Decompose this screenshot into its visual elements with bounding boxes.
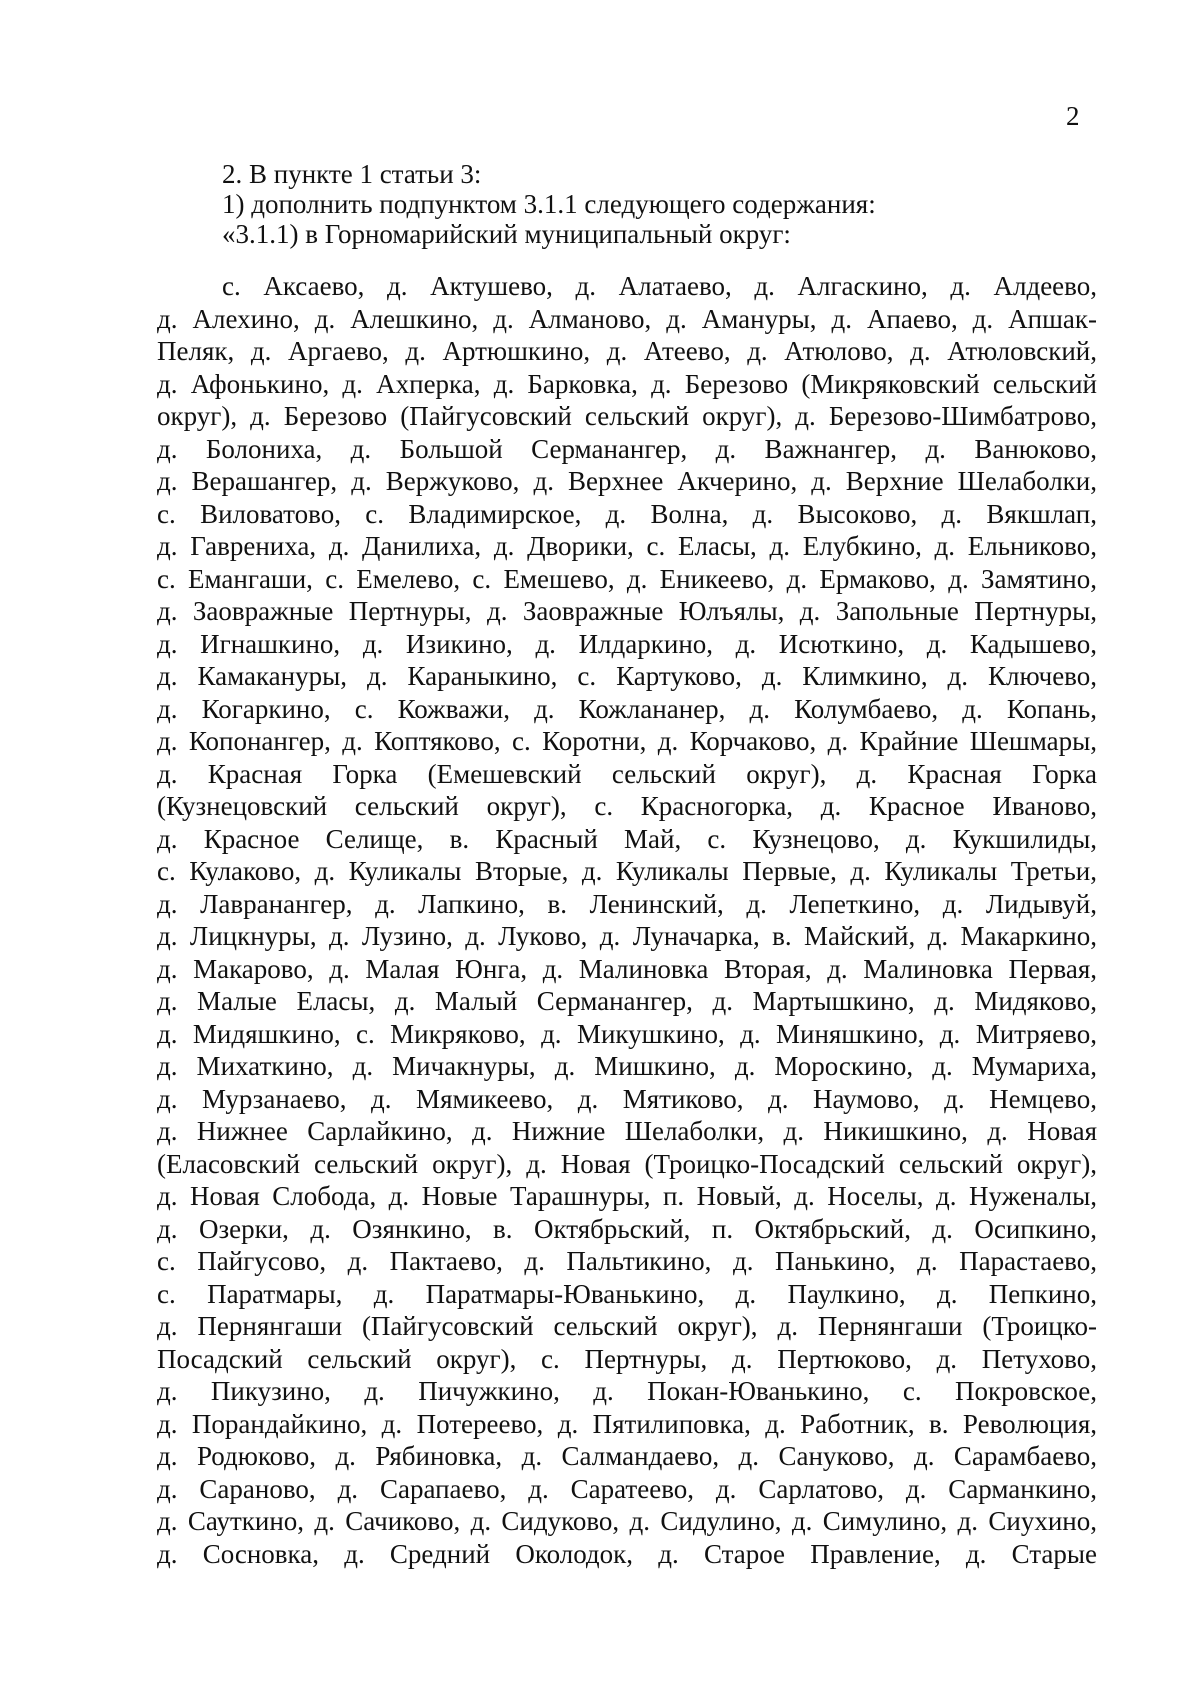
text-line: д. Лицкнуры, д. Лузино, д. Луково, д. Луначарка, в. Майский, д. Макаркино, — [157, 921, 1097, 951]
text-line: с. Аксаево, д. Актушево, д. Алатаево, д. Алгаскино, д. Алдеево, — [222, 271, 1097, 301]
text-line: д. Красное Селище, в. Красный Май, с. Кузнецово, д. Кукшилиды, — [157, 823, 1097, 854]
text-line: с. Виловатово, с. Владимирское, д. Волна, д. Высоково, д. Вякшлап, — [157, 498, 1097, 529]
text-line: д. Пернянгаши (Пайгусовский сельский округ), д. Пернянгаши (Троицко- — [157, 1311, 1097, 1341]
text-line: д. Новая Слобода, д. Новые Тарашнуры, п. Новый, д. Носелы, д. Нуженалы, — [157, 1181, 1097, 1211]
text-line: д. Камакануры, д. Караныкино, с. Картуково, д. Климкино, д. Ключево, — [157, 661, 1097, 691]
text-line: д. Когаркино, с. Кожважи, д. Кожлананер, д. Колумбаево, д. Копань, — [157, 693, 1097, 724]
text-line: д. Афонькино, д. Ахперка, д. Барковка, д. Березово (Микряковский сельский — [157, 368, 1097, 399]
page-number: 2 — [1066, 101, 1080, 131]
text-line: д. Порандайкино, д. Потереево, д. Пятилиповка, д. Работник, в. Революция, — [157, 1408, 1097, 1439]
text-line: с. Кулаково, д. Куликалы Вторые, д. Куликалы Первые, д. Куликалы Третьи, — [157, 856, 1097, 886]
text-line: д. Копонангер, д. Коптяково, с. Коротни, д. Корчаково, д. Крайние Шешмары, — [157, 726, 1097, 756]
text-line: д. Алехино, д. Алешкино, д. Алманово, д. Амануры, д. Апаево, д. Апшак- — [157, 303, 1097, 334]
text-line: с. Паратмары, д. Паратмары-Юванькино, д. Паулкино, д. Пепкино, — [157, 1278, 1097, 1309]
text-line: д. Гаврениха, д. Данилиха, д. Дворики, с. Еласы, д. Елубкино, д. Ельниково, — [157, 531, 1097, 561]
settlement-list — [157, 270, 1097, 1570]
text-line: округ), д. Березово (Пайгусовский сельский округ), д. Березово-Шимбатрово, — [157, 401, 1097, 431]
text-line: д. Красная Горка (Емешевский сельский округ), д. Красная Горка — [157, 758, 1097, 789]
text-line: д. Михаткино, д. Мичакнуры, д. Мишкино, д. Мороскино, д. Мумариха, — [157, 1051, 1097, 1081]
text-line: с. Емангаши, с. Емелево, с. Емешево, д. Еникеево, д. Ермаково, д. Замятино, — [157, 563, 1097, 594]
text-line: Посадский сельский округ), с. Пертнуры, д. Пертюково, д. Петухово, — [157, 1343, 1097, 1374]
text-line: (Еласовский сельский округ), д. Новая (Троицко-Посадский сельский округ), — [157, 1148, 1097, 1179]
text-line: д. Малые Еласы, д. Малый Серманангер, д. Мартышкино, д. Мидяково, — [157, 986, 1097, 1016]
text-line: д. Мурзанаево, д. Мямикеево, д. Мятиково, д. Наумово, д. Немцево, — [157, 1083, 1097, 1114]
amendment-subpoint-heading: 1) дополнить подпунктом 3.1.1 следующего содержания: — [222, 189, 876, 219]
text-line: (Кузнецовский сельский округ), с. Красногорка, д. Красное Иваново, — [157, 791, 1097, 821]
text-line: д. Нижнее Сарлайкино, д. Нижние Шелаболки, д. Никишкино, д. Новая — [157, 1116, 1097, 1146]
text-line: д. Озерки, д. Озянкино, в. Октябрьский, п. Октябрьский, д. Осипкино, — [157, 1213, 1097, 1244]
text-line: д. Игнашкино, д. Изикино, д. Илдаркино, д. Исюткино, д. Кадышево, — [157, 628, 1097, 659]
district-heading: «3.1.1) в Горномарийский муниципальный округ: — [222, 219, 791, 249]
text-line: д. Сараново, д. Сарапаево, д. Саратеево, д. Сарлатово, д. Сарманкино, — [157, 1473, 1097, 1504]
text-line: д. Мидяшкино, с. Микряково, д. Микушкино, д. Миняшкино, д. Митряево, — [157, 1018, 1097, 1049]
amendment-point-heading: 2. В пункте 1 статьи 3: — [222, 159, 482, 189]
text-line: д. Заовражные Пертнуры, д. Заовражные Юлъялы, д. Запольные Пертнуры, — [157, 596, 1097, 626]
text-line: д. Макарово, д. Малая Юнга, д. Малиновка Вторая, д. Малиновка Первая, — [157, 953, 1097, 984]
text-line: д. Сауткино, д. Сачиково, д. Сидуково, д. Сидулино, д. Симулино, д. Сиухино, — [157, 1506, 1097, 1536]
text-line: Пеляк, д. Аргаево, д. Артюшкино, д. Атеево, д. Атюлово, д. Атюловский, — [157, 336, 1097, 366]
text-line: д. Сосновка, д. Средний Околодок, д. Старое Правление, д. Старые — [157, 1538, 1097, 1569]
text-line: д. Родюково, д. Рябиновка, д. Салмандаево, д. Сануково, д. Сарамбаево, — [157, 1441, 1097, 1471]
text-line: д. Пикузино, д. Пичужкино, д. Покан-Юванькино, с. Покровское, — [157, 1376, 1097, 1406]
text-line: д. Болониха, д. Большой Серманангер, д. Важнангер, д. Ванюково, — [157, 433, 1097, 464]
text-line: д. Лавранангер, д. Лапкино, в. Ленинский, д. Лепеткино, д. Лидывуй, — [157, 888, 1097, 919]
text-line: д. Верашангер, д. Вержуково, д. Верхнее Акчерино, д. Верхние Шелаболки, — [157, 466, 1097, 496]
text-line: с. Пайгусово, д. Пактаево, д. Пальтикино, д. Панькино, д. Парастаево, — [157, 1246, 1097, 1276]
